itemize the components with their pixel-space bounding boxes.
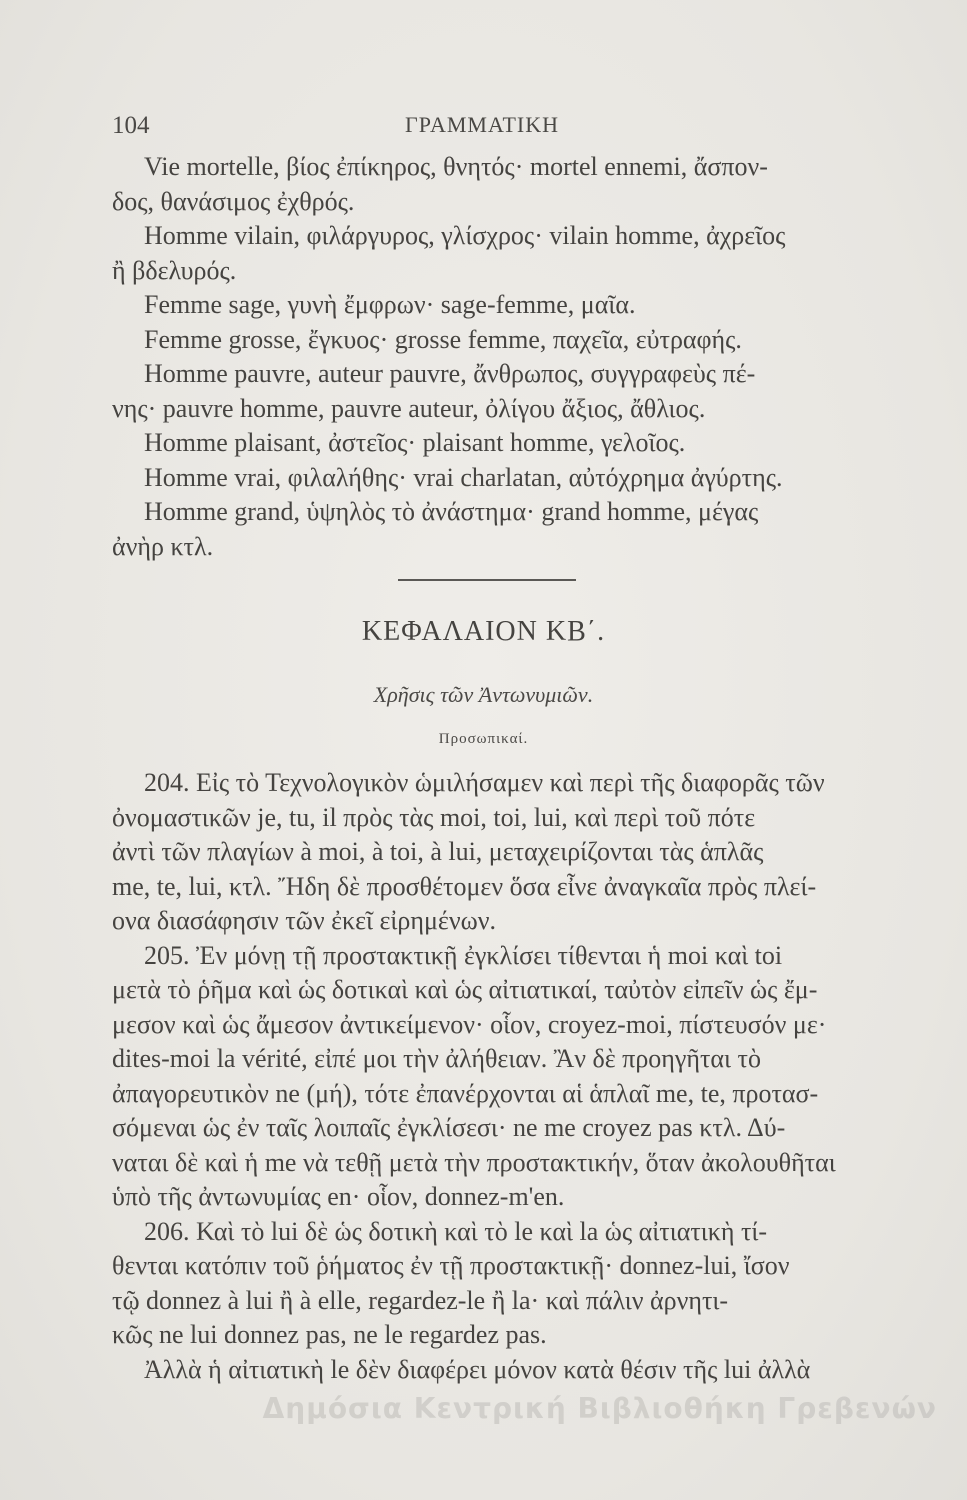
text-line: θενται κατόπιν τοῦ ῥήματος ἐν τῇ προστακτικῇ· donnez-lui, ἴσον (112, 1251, 790, 1280)
text-line: ἢ βδελυρός. (112, 255, 237, 285)
text-line: Homme grand, ὑψηλὸς τὸ ἀνάστημα· grand homme, μέγας (144, 497, 759, 526)
text-line: ονα διασάφησιν τῶν ἐκεῖ εἰρημένων. (112, 906, 496, 935)
text-line: 206. Καὶ τὸ lui δὲ ὡς δοτικὴ καὶ τὸ le καὶ la ὡς αἰτιατικὴ τί- (144, 1216, 768, 1246)
text-line: ὑπὸ τῆς ἀντωνυμίας en· οἷον, donnez-m'en. (112, 1182, 565, 1211)
text-line: Ἀλλὰ ἡ αἰτιατικὴ le δὲν διαφέρει μόνον κατὰ θέσιν τῆς lui ἀλλὰ (144, 1354, 811, 1384)
text-line: 205. Ἐν μόνῃ τῇ προστακτικῇ ἐγκλίσει τίθενται ἡ moi καὶ toi (144, 940, 783, 970)
text-line: ὀνομαστικῶν je, tu, il πρὸς τὰς moi, toi, lui, καὶ περὶ τοῦ πότε (112, 802, 756, 832)
text-line: κῶς ne lui donnez pas, ne le regardez pas. (112, 1320, 547, 1349)
page-number: 104 (112, 112, 150, 139)
text-line: Femme sage, γυνὴ ἔμφρων· sage-femme, μαῖα. (144, 290, 636, 319)
running-head: ΓΡΑΜΜΑΤΙΚΗ (405, 112, 559, 137)
text-line: μεσον καὶ ὡς ἄμεσον ἀντικείμενον· οἷον, croyez-moi, πίστευσόν με· (112, 1009, 827, 1039)
body-text-bottom (112, 766, 860, 1387)
text-line: 204. Εἰς τὸ Τεχνολογικὸν ὡμιλήσαμεν καὶ περὶ τῆς διαφορᾶς τῶν (144, 768, 825, 797)
text-line: ἀπαγορευτικὸν ne (μή), τότε ἐπανέρχονται αἱ ἁπλαῖ me, te, προτασ- (112, 1078, 819, 1108)
library-watermark: Δημόσια Κεντρική Βιβλιοθήκη Γρεβενών (262, 1392, 937, 1425)
body-text-top (112, 150, 860, 564)
text-line: ἀνὴρ κτλ. (112, 531, 214, 561)
section-divider (398, 579, 576, 581)
text-line: νης· pauvre homme, pauvre auteur, ὀλίγου ἄξιος, ἄθλιος. (112, 393, 706, 423)
text-line: ἀντὶ τῶν πλαγίων à moi, à toi, à lui, μεταχειρίζονται τὰς ἁπλᾶς (112, 837, 764, 866)
text-line: Homme vilain, φιλάργυρος, γλίσχρος· vilain homme, ἀχρεῖος (144, 221, 786, 250)
chapter-subtitle: Χρῆσις τῶν Ἀντωνυμιῶν. (373, 682, 594, 707)
section-subheading: Προσωπικαί. (438, 731, 529, 747)
text-line: ναται δὲ καὶ ἡ me νὰ τεθῇ μετὰ τὴν προστακτικήν, ὅταν ἀκολουθῆται (112, 1147, 836, 1177)
text-line: μετὰ τὸ ῥῆμα καὶ ὡς δοτικαὶ καὶ ὡς αἰτιατικαί, ταὐτὸν εἰπεῖν ὡς ἔμ- (112, 975, 818, 1004)
text-line: δος, θανάσιμος ἐχθρός. (112, 186, 355, 216)
text-line: σόμεναι ὡς ἐν ταῖς λοιπαῖς ἐγκλίσεσι· ne me croyez pas κτλ. Δύ- (112, 1113, 786, 1142)
chapter-title: ΚΕΦΑΛΑΙΟΝ ΚΒ΄. (361, 616, 606, 647)
text-line: Homme vrai, φιλαλήθης· vrai charlatan, αὐτόχρημα ἀγύρτης. (144, 462, 783, 492)
text-line: Homme pauvre, auteur pauvre, ἄνθρωπος, συγγραφεὺς πέ- (144, 359, 756, 388)
text-line: Homme plaisant, ἀστεῖος· plaisant homme, γελοῖος. (144, 428, 686, 457)
text-line: dites-moi la vérité, εἰπέ μοι τὴν ἀλήθειαν. Ἂν δὲ προηγῆται τὸ (112, 1044, 761, 1073)
text-line: Vie mortelle, βίος ἐπίκηρος, θνητός· mortel ennemi, ἄσπον- (144, 152, 768, 181)
text-line: me, te, lui, κτλ. Ἤδη δὲ προσθέτομεν ὅσα εἶνε ἀναγκαῖα πρὸς πλεί- (112, 871, 817, 901)
text-line: Femme grosse, ἔγκυος· grosse femme, παχεῖα, εὐτραφής. (144, 324, 742, 354)
page-header (112, 112, 852, 148)
text-line: τῷ donnez à lui ἢ à elle, regardez-le ἢ la· καὶ πάλιν ἀρνητι- (112, 1285, 729, 1315)
